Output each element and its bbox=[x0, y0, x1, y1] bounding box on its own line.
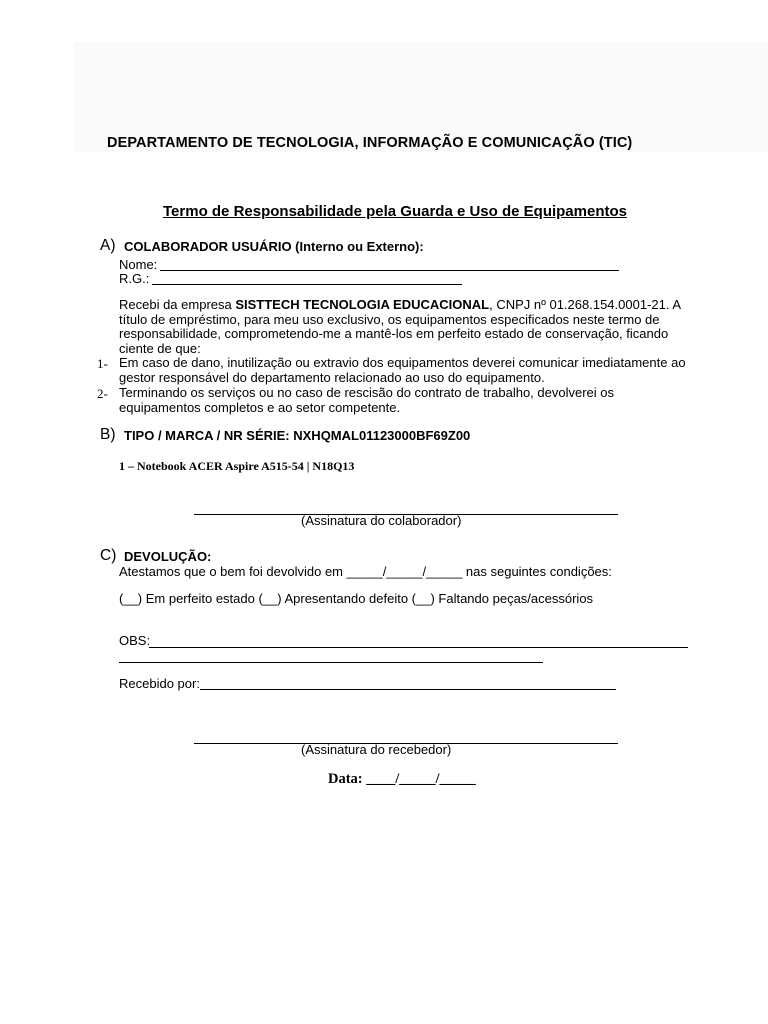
declaration-paragraph bbox=[119, 298, 694, 356]
section-c-heading: DEVOLUÇÃO: bbox=[124, 549, 212, 564]
section-b-letter: B) bbox=[100, 426, 116, 443]
equipment-line: 1 – Notebook ACER Aspire A515-54 | N18Q13 bbox=[119, 459, 355, 473]
list-item-number: 1- bbox=[97, 356, 108, 371]
conditions-text: (__) Em perfeito estado (__) Apresentando defeito (__) Faltando peças/acessórios bbox=[119, 591, 594, 606]
received-by-field[interactable] bbox=[200, 689, 616, 690]
list-item-number: 2- bbox=[97, 386, 108, 401]
declaration-suffix: , CNPJ nº 01.268.154.0001-21. A título de empréstimo, para meu uso exclusivo, os equipamentos especificados neste termo de responsabilidade, comprometendo-me a mantê-los em perfeito estado de conservação, ficando ciente de que: bbox=[119, 297, 681, 356]
obs-label: OBS: bbox=[119, 633, 151, 648]
obs-field-line-2[interactable] bbox=[119, 662, 543, 663]
rg-label: R.G.: bbox=[119, 271, 150, 286]
attest-text: Atestamos que o bem foi devolvido em _____/_____/_____ nas seguintes condições: bbox=[119, 564, 612, 579]
department-title: DEPARTAMENTO DE TECNOLOGIA, INFORMAÇÃO E COMUNICAÇÃO (TIC) bbox=[107, 135, 633, 151]
date-label: Data: ____/_____/_____ bbox=[328, 771, 476, 787]
term-title: Termo de Responsabilidade pela Guarda e Uso de Equipamentos bbox=[163, 203, 627, 220]
section-a-heading: COLABORADOR USUÁRIO (Interno ou Externo): bbox=[124, 239, 424, 254]
declaration-prefix: Recebi da empresa bbox=[119, 297, 236, 312]
collaborator-signature-caption: (Assinatura do colaborador) bbox=[301, 513, 462, 528]
section-c-letter: C) bbox=[100, 547, 117, 564]
name-label: Nome: bbox=[119, 257, 158, 272]
receiver-signature-caption: (Assinatura do recebedor) bbox=[301, 742, 452, 757]
section-a-letter: A) bbox=[100, 237, 116, 254]
list-item: Em caso de dano, inutilização ou extravio dos equipamentos deverei comunicar imediatamente ao gestor responsável do departamento relacionado ao uso do equipamento. bbox=[119, 355, 686, 385]
section-b-heading: TIPO / MARCA / NR SÉRIE: NXHQMAL01123000BF69Z00 bbox=[124, 428, 471, 443]
list-item: Terminando os serviços ou no caso de rescisão do contrato de trabalho, devolverei os equipamentos completos e ao setor competente. bbox=[119, 385, 615, 415]
rg-field[interactable] bbox=[152, 284, 462, 285]
company-name: SISTTECH TECNOLOGIA EDUCACIONAL bbox=[235, 297, 490, 312]
name-field[interactable] bbox=[160, 270, 619, 271]
received-by-label: Recebido por: bbox=[119, 676, 200, 691]
obs-field-line[interactable] bbox=[149, 647, 688, 648]
